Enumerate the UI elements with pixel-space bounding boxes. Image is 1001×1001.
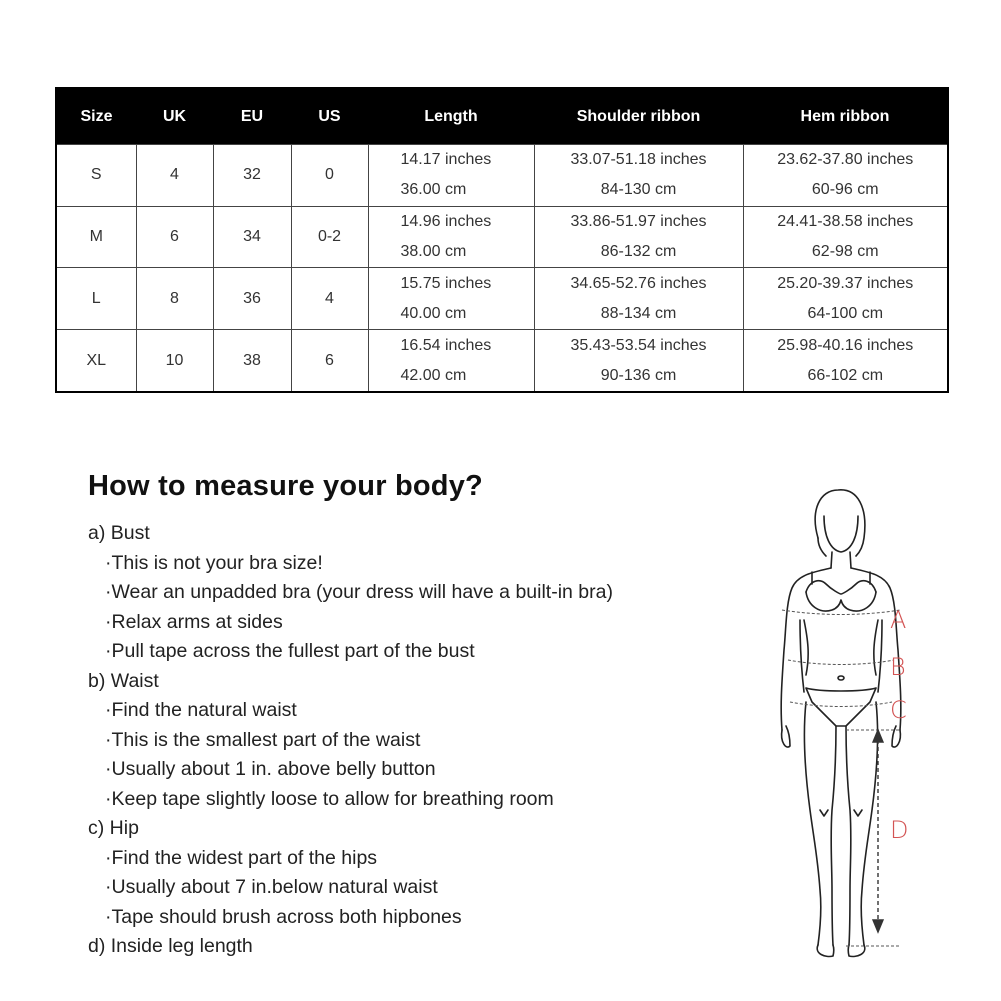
header-eu: EU [213, 88, 291, 145]
instruction-line: ·Find the natural waist [105, 699, 297, 721]
instruction-line: ·This is not your bra size! [105, 551, 323, 574]
header-hem-ribbon: Hem ribbon [743, 88, 948, 145]
table-row [56, 145, 948, 207]
cell-hem [743, 206, 948, 268]
table-row [56, 330, 948, 392]
table-header-row [56, 88, 948, 145]
shoulder-cm: 90-136 cm [600, 366, 677, 384]
length-inches: 14.17 inches [400, 151, 492, 169]
cell-uk: 8 [136, 268, 213, 330]
length-inches: 15.75 inches [400, 274, 492, 292]
hem-inches: 23.62-37.80 inches [777, 151, 914, 169]
shoulder-inches: 34.65-52.76 inches [570, 274, 707, 292]
label-a: A [890, 606, 907, 634]
header-us: US [291, 88, 368, 145]
cell-us: 0-2 [291, 206, 368, 268]
hem-inches: 24.41-38.58 inches [777, 213, 914, 231]
instruction-line: ·This is the smallest part of the waist [105, 728, 421, 751]
instruction-line: c) Hip [88, 817, 139, 839]
header-length: Length [368, 88, 534, 145]
cell-eu: 34 [213, 206, 291, 268]
shoulder-inches: 33.86-51.97 inches [570, 213, 707, 231]
shoulder-cm: 88-134 cm [600, 304, 677, 322]
length-inches: 16.54 inches [400, 336, 492, 354]
cell-length [368, 330, 534, 392]
cell-us: 6 [291, 330, 368, 392]
hem-cm: 60-96 cm [811, 181, 879, 199]
instruction-line: ·Wear an unpadded bra (your dress will have a built-in bra) [105, 581, 613, 603]
cell-uk: 10 [136, 330, 213, 392]
cell-size: XL [56, 330, 136, 392]
hem-cm: 66-102 cm [807, 366, 884, 384]
instruction-line: ·Keep tape slightly loose to allow for breathing room [105, 787, 554, 810]
cell-shoulder [534, 145, 743, 207]
measure-title: How to measure your body? [88, 470, 483, 502]
cell-length [368, 268, 534, 330]
cell-eu: 32 [213, 145, 291, 207]
cell-hem [743, 145, 948, 207]
cell-us: 4 [291, 268, 368, 330]
cell-size: M [56, 206, 136, 268]
hem-inches: 25.20-39.37 inches [777, 274, 914, 292]
length-cm: 36.00 cm [400, 181, 467, 199]
header-size: Size [56, 88, 136, 145]
length-cm: 42.00 cm [400, 366, 467, 384]
cell-length [368, 206, 534, 268]
instruction-line: ·Usually about 7 in.below natural waist [105, 876, 438, 898]
shoulder-inches: 33.07-51.18 inches [570, 151, 707, 169]
shoulder-cm: 84-130 cm [600, 181, 677, 199]
header-shoulder-ribbon: Shoulder ribbon [534, 88, 743, 145]
cell-length [368, 145, 534, 207]
cell-size: S [56, 145, 136, 207]
cell-shoulder [534, 268, 743, 330]
size-chart-table [55, 87, 949, 393]
instruction-line: b) Waist [88, 669, 159, 692]
cell-uk: 6 [136, 206, 213, 268]
length-inches: 14.96 inches [400, 213, 492, 231]
length-cm: 38.00 cm [400, 243, 467, 261]
instruction-line: a) Bust [88, 522, 150, 544]
cell-hem [743, 268, 948, 330]
measure-instructions [88, 519, 728, 962]
table-row [56, 206, 948, 268]
cell-size: L [56, 268, 136, 330]
shoulder-cm: 86-132 cm [600, 243, 677, 261]
instruction-line: ·Usually about 1 in. above belly button [105, 758, 436, 780]
shoulder-inches: 35.43-53.54 inches [570, 336, 707, 354]
cell-hem [743, 330, 948, 392]
body-measurement-illustration [760, 480, 940, 970]
label-b: B [890, 653, 906, 681]
table-row [56, 268, 948, 330]
hem-inches: 25.98-40.16 inches [777, 336, 914, 354]
instruction-line: ·Relax arms at sides [105, 610, 283, 633]
cell-eu: 36 [213, 268, 291, 330]
cell-uk: 4 [136, 145, 213, 207]
header-uk: UK [136, 88, 213, 145]
instruction-line: d) Inside leg length [88, 935, 253, 957]
cell-us: 0 [291, 145, 368, 207]
cell-eu: 38 [213, 330, 291, 392]
instruction-line: ·Tape should brush across both hipbones [105, 905, 462, 928]
length-cm: 40.00 cm [400, 304, 467, 322]
label-d: D [890, 816, 909, 844]
cell-shoulder [534, 206, 743, 268]
hem-cm: 64-100 cm [807, 304, 884, 322]
cell-shoulder [534, 330, 743, 392]
label-c: C [890, 696, 907, 724]
instruction-line: ·Find the widest part of the hips [105, 846, 378, 869]
hem-cm: 62-98 cm [811, 243, 879, 261]
instruction-line: ·Pull tape across the fullest part of the bust [105, 640, 475, 662]
